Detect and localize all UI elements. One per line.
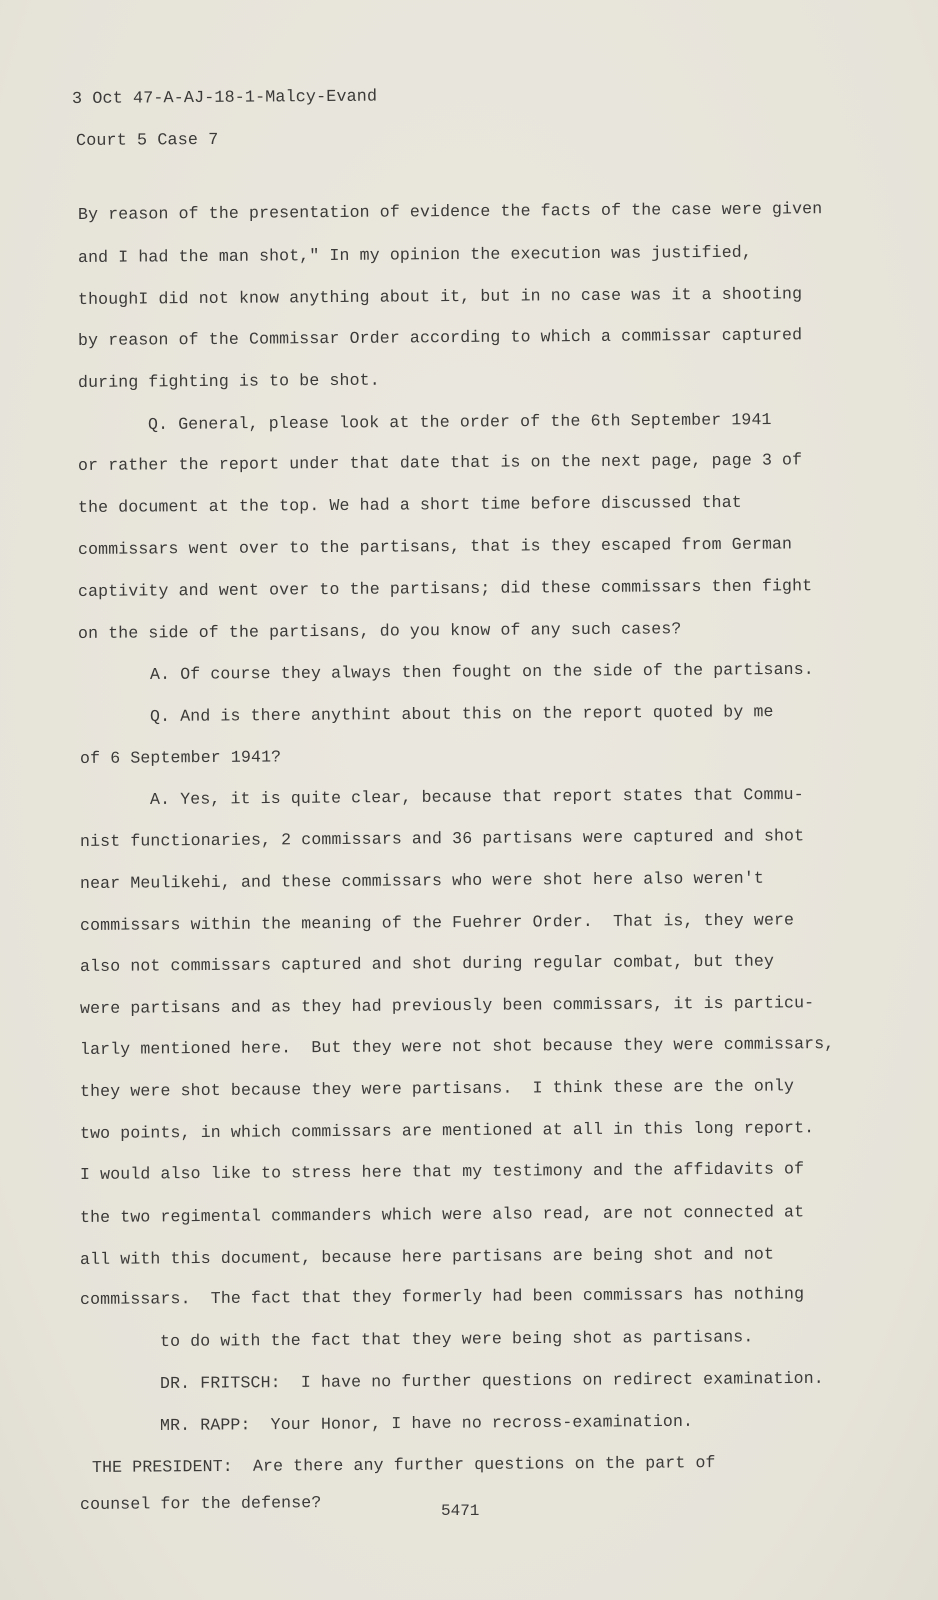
transcript-line: larly mentioned here. But they were not shot because they were commissars, [79, 1034, 835, 1059]
transcript-line: and I had the man shot," In my opinion the execution was justified, [77, 242, 752, 267]
transcript-line: commissars went over to the partisans, that is they escaped from German [77, 534, 793, 559]
transcript-line: on the side of the partisans, do you know of any such cases? [77, 619, 682, 643]
transcript-line: By reason of the presentation of evidence the facts of the case were given [77, 199, 823, 224]
transcript-line: nist functionaries, 2 commissars and 36 partisans were captured and shot [79, 826, 805, 851]
transcript-line: A. Of course they always then fought on the side of the partisans. [149, 659, 814, 684]
transcript-line: counsel for the defense? [79, 1492, 322, 1514]
transcript-line: they were shot because they were partisans. I think these are the only [79, 1076, 795, 1101]
transcript-line: commissars within the meaning of the Fuehrer Order. That is, they were [79, 910, 795, 935]
transcript-line: two points, in which commissars are mentioned at all in this long report. [79, 1118, 815, 1143]
transcript-line: commissars. The fact that they formerly had been commissars has nothing [79, 1284, 805, 1309]
document-header-reference: 3 Oct 47-A-AJ-18-1-Malcy-Evand [71, 87, 378, 109]
page-number: 5471 [441, 1502, 480, 1520]
transcript-line: THE PRESIDENT: Are there any further questions on the part of [91, 1453, 716, 1477]
transcript-line: DR. FRITSCH: I have no further questions on redirect examination. [159, 1368, 824, 1393]
transcript-line: the document at the top. We had a short time before discussed that [77, 492, 742, 517]
transcript-line: MR. RAPP: Your Honor, I have no recross-examination. [159, 1411, 694, 1435]
document-header-court-case: Court 5 Case 7 [75, 130, 219, 151]
transcript-line: the two regimental commanders which were also read, are not connected at [79, 1202, 805, 1227]
transcript-line: to do with the fact that they were being shot as partisans. [159, 1327, 754, 1351]
transcript-line: thoughI did not know anything about it, but in no case was it a shooting [77, 284, 803, 309]
transcript-line: of 6 September 1941? [79, 747, 282, 768]
transcript-line: A. Yes, it is quite clear, because that report states that Commu- [149, 784, 804, 809]
transcript-line: Q. General, please look at the order of the 6th September 1941 [147, 410, 772, 434]
transcript-line: were partisans and as they had previously been commissars, it is particu- [79, 993, 815, 1018]
transcript-line: near Meulikehi, and these commissars who were shot here also weren't [79, 868, 764, 893]
transcript-line: all with this document, because here partisans are being shot and not [79, 1244, 775, 1269]
transcript-line: during fighting is to be shot. [77, 370, 380, 392]
transcript-line: or rather the report under that date that is on the next page, page 3 of [77, 450, 803, 475]
transcript-line: Q. And is there anythint about this on the report quoted by me [149, 702, 774, 726]
transcript-line: by reason of the Commissar Order according to which a commissar captured [77, 325, 803, 350]
transcript-line: captivity and went over to the partisans; did these commissars then fight [77, 576, 813, 601]
transcript-line: also not commissars captured and shot during regular combat, but they [79, 951, 775, 976]
transcript-line: I would also like to stress here that my testimony and the affidavits of [79, 1159, 805, 1184]
